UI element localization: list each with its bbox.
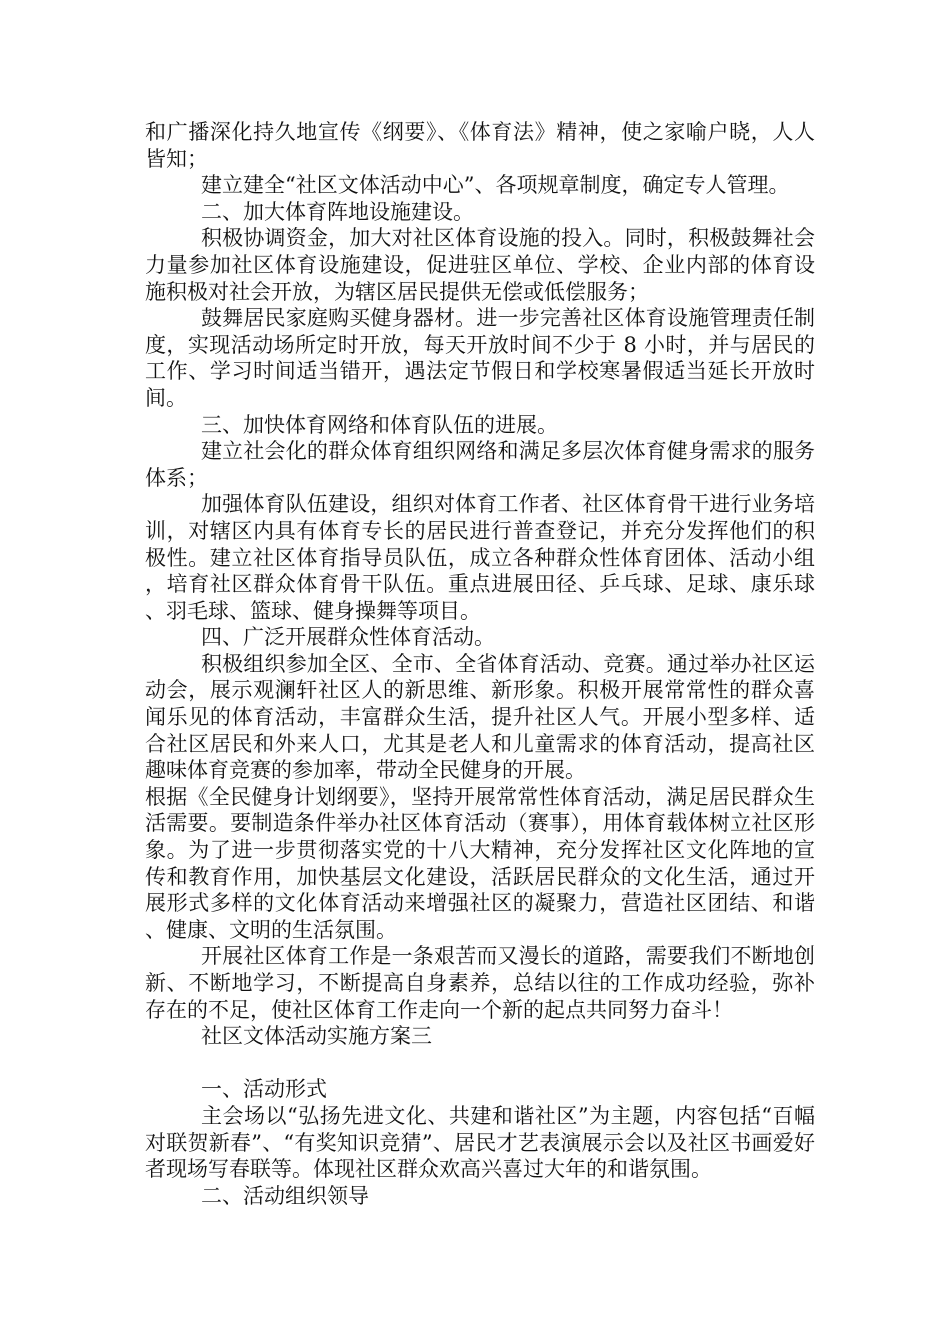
paragraph-activity-center: 建立建全“社区文体活动中心”、各项规章制度，确定专人管理。 bbox=[201, 173, 790, 198]
paragraph-main-venue: 主会场以“弘扬先进文化、共建和谐社区”为主题，内容包括“百幅对联贺新春”、“有奖知识竞猜”、居民才艺表演展示会以及社区书画爱好者现场写春联等。体现社区群众欢高兴喜过大年的和谐氛围。 bbox=[145, 1103, 815, 1182]
section-heading-leadership: 二、活动组织领导 bbox=[201, 1183, 369, 1208]
paragraph-equipment: 鼓舞居民家庭购买健身器材。进一步完善社区体育设施管理责任制度，实现活动场所定时开放，每天开放时间不少于 8 小时，并与居民的工作、学习时间适当错开，遇法定节假日和学校寒暑假适当延长开放时间。 bbox=[145, 306, 815, 410]
paragraph-propaganda-continued: 和广播深化持久地宣传《纲要》、《体育法》精神，使之家喻户晓，人人皆知； bbox=[145, 120, 815, 171]
section-heading-network: 三、加快体育网络和体育队伍的进展。 bbox=[201, 412, 558, 437]
paragraph-fitness-plan: 根据《全民健身计划纲要》，坚持开展常常性体育活动，满足居民群众生活需要。要制造条件举办社区体育活动（赛事），用体育载体树立社区形象。为了进一步贯彻落实党的十八大精神，充分发挥社区文化阵地的宣传和教育作用，加快基层文化建设，活跃居民群众的文化生活，通过开展形式多样的文化体育活动来增强社区的凝聚力，营造社区团结、和谐、健康、文明的生活氛围。 bbox=[145, 784, 815, 942]
blank-line bbox=[145, 1050, 815, 1077]
paragraph-funding: 积极协调资金，加大对社区体育设施的投入。同时，积极鼓舞社会力量参加社区体育设施建设，促进驻区单位、学校、企业内部的体育设施积极对社会开放，为辖区居民提供无偿或低偿服务； bbox=[145, 226, 815, 304]
paragraph-conclusion: 开展社区体育工作是一条艰苦而又漫长的道路，需要我们不断地创新、不断地学习，不断提高自身素养，总结以往的工作成功经验，弥补存在的不足，使社区体育工作走向一个新的起点共同努力奋斗！ bbox=[145, 944, 815, 1022]
paragraph-organization-network: 建立社会化的群众体育组织网络和满足多层次体育健身需求的服务体系； bbox=[145, 439, 815, 490]
paragraph-team-building: 加强体育队伍建设，组织对体育工作者、社区体育骨干进行业务培训，对辖区内具有体育专长的居民进行普查登记，并充分发挥他们的积极性。建立社区体育指导员队伍，成立各种群众性体育团体、活动小组，培育社区群众体育骨干队伍。重点进展田径、乒乓球、足球、康乐球、羽毛球、篮球、健身操舞等项目。 bbox=[145, 492, 815, 623]
section-heading-activities: 四、广泛开展群众性体育活动。 bbox=[201, 625, 495, 650]
section-heading-activity-form: 一、活动形式 bbox=[201, 1077, 327, 1102]
document-body bbox=[145, 119, 815, 1209]
paragraph-competitions: 积极组织参加全区、全市、全省体育活动、竞赛。通过举办社区运动会，展示观澜轩社区人的新思维、新形象。积极开展常常性的群众喜闻乐见的体育活动，丰富群众生活，提升社区人气。开展小型多样、适合社区居民和外来人口，尤其是老人和儿童需求的体育活动，提高社区趣味体育竞赛的参加率，带动全民健身的开展。 bbox=[145, 651, 815, 783]
plan-title: 社区文体活动实施方案三 bbox=[201, 1024, 432, 1049]
section-heading-facilities: 二、加大体育阵地设施建设。 bbox=[201, 199, 474, 224]
